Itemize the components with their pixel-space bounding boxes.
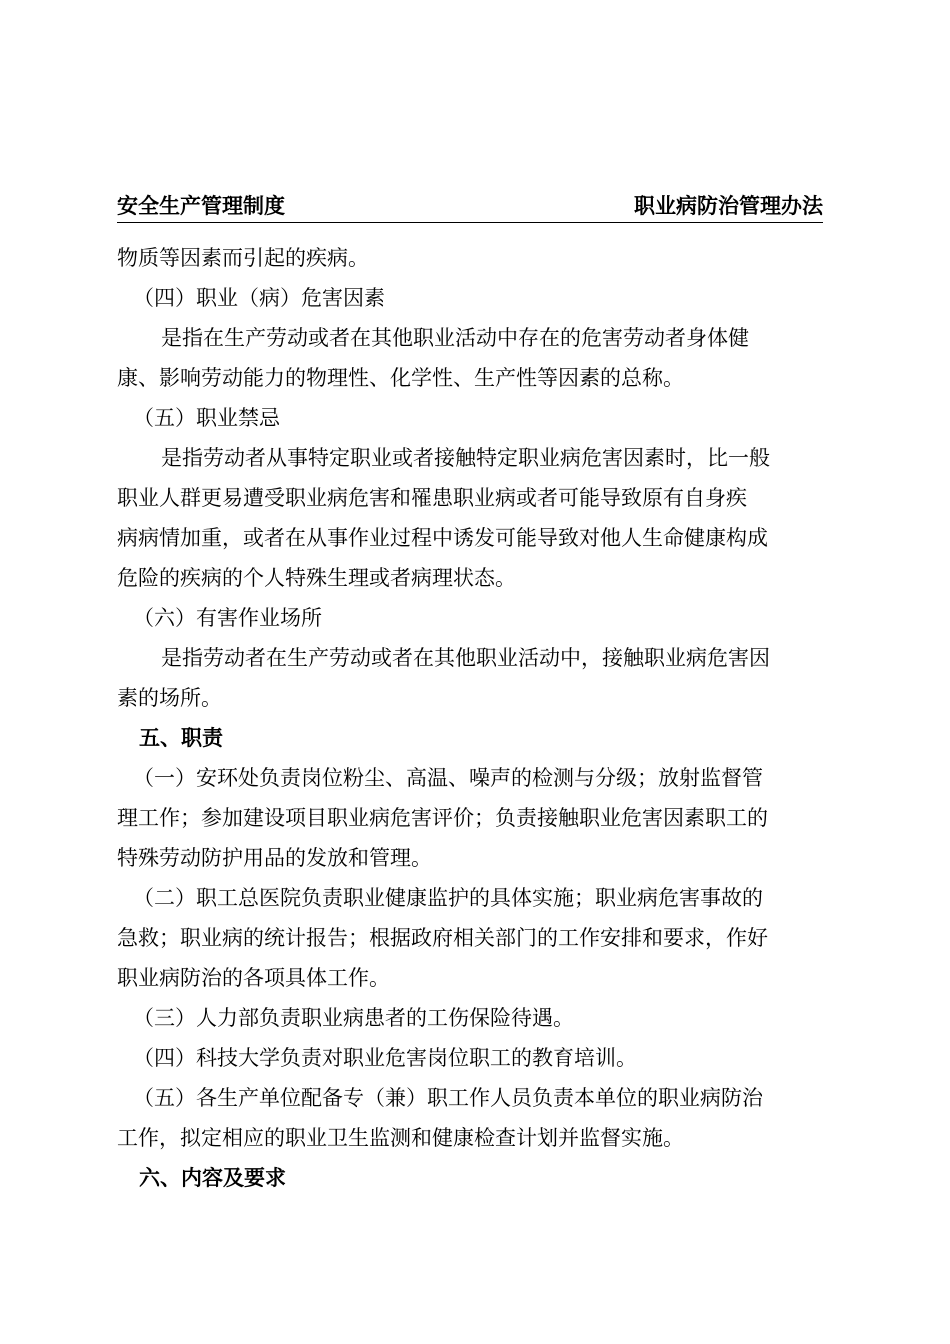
- paragraph-line: 物质等因素而引起的疾病。: [117, 246, 369, 270]
- list-item-line: （五）各生产单位配备专（兼）职工作人员负责本单位的职业病防治: [133, 1086, 763, 1110]
- paragraph-line: 工作，拟定相应的职业卫生监测和健康检查计划并监督实施。: [117, 1126, 684, 1150]
- page-header: [117, 190, 823, 223]
- paragraph-line: 是指劳动者在生产劳动或者在其他职业活动中，接触职业病危害因: [161, 646, 770, 670]
- document-body: [117, 238, 823, 1198]
- header-document-category: 安全生产管理制度: [117, 194, 285, 218]
- list-item-line: （三）人力部负责职业病患者的工伤保险待遇。: [133, 1006, 574, 1030]
- paragraph-line: 危险的疾病的个人特殊生理或者病理状态。: [117, 566, 516, 590]
- paragraph-line: 是指在生产劳动或者在其他职业活动中存在的危害劳动者身体健: [161, 326, 749, 350]
- subheading-hazardous-workplace: （六）有害作业场所: [133, 606, 322, 630]
- list-item-line: （一）安环处负责岗位粉尘、高温、噪声的检测与分级；放射监督管: [133, 766, 763, 790]
- paragraph-line: 病病情加重，或者在从事作业过程中诱发可能导致对他人生命健康构成: [117, 526, 768, 550]
- section-heading-responsibilities: 五、职责: [139, 726, 223, 750]
- paragraph-line: 特殊劳动防护用品的发放和管理。: [117, 846, 432, 870]
- paragraph-line: 理工作；参加建设项目职业病危害评价；负责接触职业危害因素职工的: [117, 806, 768, 830]
- paragraph-line: 急救；职业病的统计报告；根据政府相关部门的工作安排和要求，作好: [117, 926, 768, 950]
- subheading-occupational-hazard-factors: （四）职业（病）危害因素: [133, 286, 385, 310]
- paragraph-line: 素的场所。: [117, 686, 222, 710]
- section-heading-content-requirements: 六、内容及要求: [139, 1166, 286, 1190]
- header-document-title: 职业病防治管理办法: [634, 194, 823, 218]
- paragraph-line: 职业病防治的各项具体工作。: [117, 966, 390, 990]
- paragraph-line: 职业人群更易遭受职业病危害和罹患职业病或者可能导致原有自身疾: [117, 486, 747, 510]
- paragraph-line: 是指劳动者从事特定职业或者接触特定职业病危害因素时，比一般: [161, 446, 770, 470]
- list-item-line: （四）科技大学负责对职业危害岗位职工的教育培训。: [133, 1046, 637, 1070]
- subheading-occupational-contraindication: （五）职业禁忌: [133, 406, 280, 430]
- list-item-line: （二）职工总医院负责职业健康监护的具体实施；职业病危害事故的: [133, 886, 763, 910]
- paragraph-line: 康、影响劳动能力的物理性、化学性、生产性等因素的总称。: [117, 366, 684, 390]
